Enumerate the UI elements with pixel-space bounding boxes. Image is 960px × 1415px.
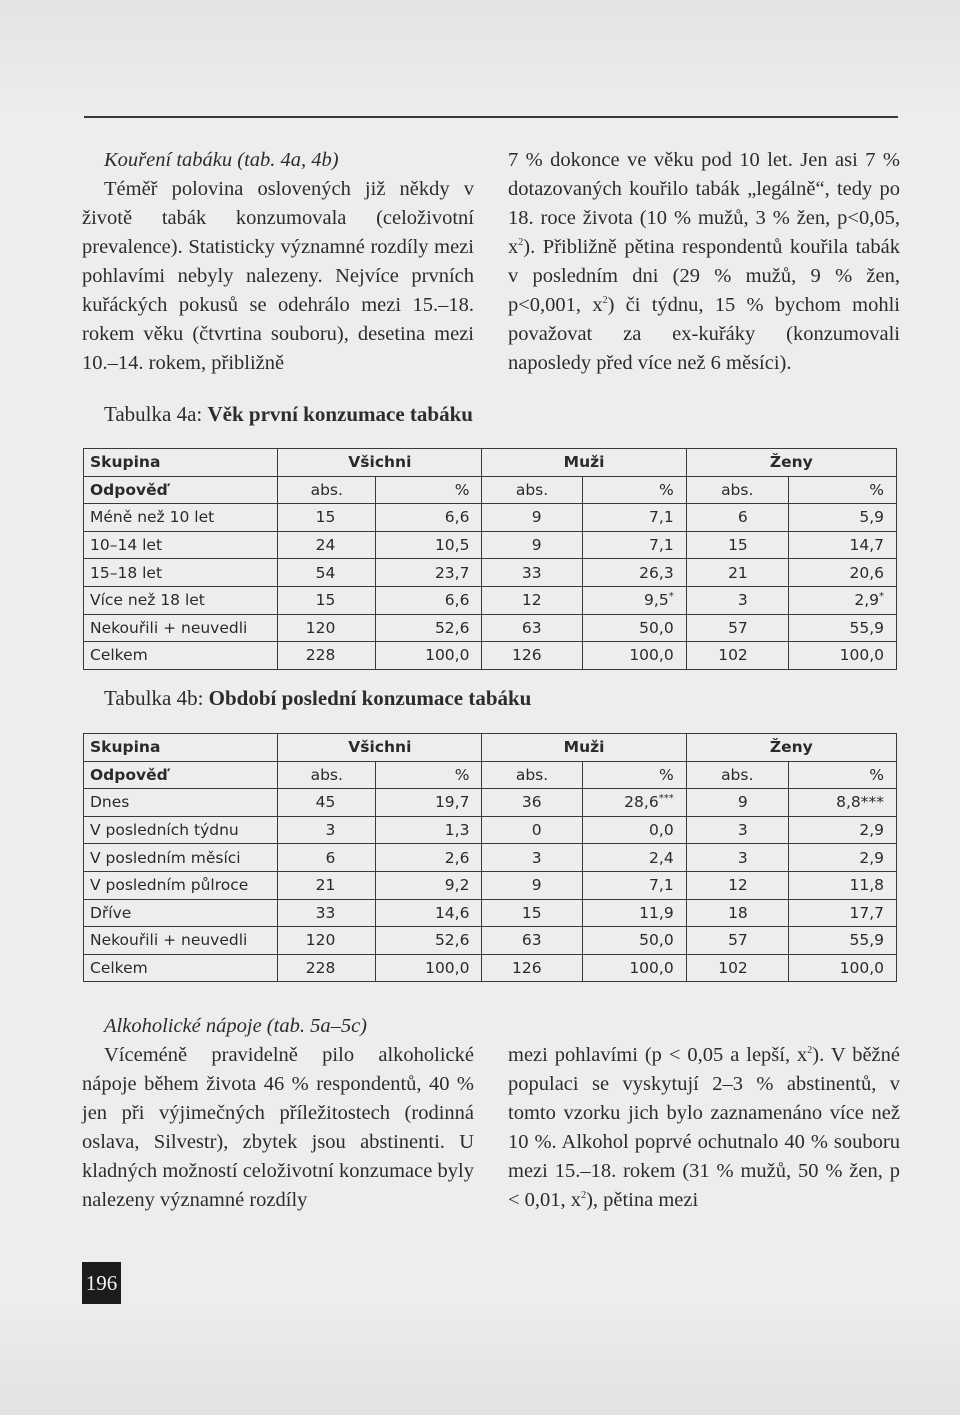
men-pct-cell [582,816,686,844]
table-a-abs-header: abs. [278,476,376,504]
row-label-value: Více než 18 let [90,591,205,610]
row-label [84,844,278,872]
all-abs-cell [278,871,376,899]
all-pct-cell-value: 52,6 [434,618,470,637]
table-row [84,559,897,587]
table-b-pct-header: % [788,761,896,789]
row-label [84,642,278,670]
men-pct-cell-value: 28,6 [624,793,659,812]
men-pct-cell [582,789,686,817]
table-row [84,504,897,532]
women-abs-cell [686,871,788,899]
all-abs-cell-value: 15 [315,508,336,527]
table-b-group-all: Všichni [278,734,482,762]
table-row [84,642,897,670]
all-pct-cell-value: 9,2 [444,876,470,895]
all-abs-cell [278,789,376,817]
women-abs-cell [686,531,788,559]
men-abs-cell-value: 0 [531,821,542,840]
all-abs-cell [278,642,376,670]
women-abs-cell-value: 102 [718,646,748,665]
men-pct-cell-value: 50,0 [639,618,674,637]
women-abs-cell [686,559,788,587]
women-pct-cell [788,531,896,559]
women-abs-cell-value: 57 [728,618,748,637]
table-row [84,531,897,559]
table-a-group-label: Skupina [84,449,278,477]
men-pct-cell-value: 100,0 [629,959,674,978]
table-b-pct-header: % [376,761,482,789]
significance-mark: *** [658,793,674,805]
women-pct-cell-value: 55,9 [849,931,884,950]
women-abs-cell-value: 18 [728,903,748,922]
all-abs-cell [278,559,376,587]
table-b-pct-header: % [582,761,686,789]
women-pct-cell [788,559,896,587]
all-pct-cell [376,531,482,559]
men-pct-cell [582,531,686,559]
row-label [84,531,278,559]
section1-left-text: Téměř polovina oslovených již někdy v životě tabák konzumovala (celoživotní prevalence). Statisticky významné rozdíly mezi pohlavími nebyly nalezeny. Nejvíce prvních kuřáckých pokusů se odehrálo mezi 15.–18. rokem věku (čtvrtina souboru), desetina mezi 10.–14. rokem, přibližně [82,178,474,374]
women-pct-cell [788,642,896,670]
men-abs-cell-value: 12 [521,591,542,610]
men-pct-cell-value: 2,4 [649,848,674,867]
table-a-pct-header: % [582,476,686,504]
men-pct-cell [582,871,686,899]
all-pct-cell-value: 52,6 [434,931,470,950]
men-abs-cell-value: 126 [511,959,542,978]
women-pct-cell-value: 100,0 [839,646,884,665]
women-abs-cell [686,789,788,817]
row-label-value: V posledním půlroce [90,876,249,895]
all-abs-cell [278,844,376,872]
table-b-caption-prefix: Tabulka 4b: [104,686,209,710]
all-abs-cell-value: 228 [305,959,336,978]
all-pct-cell [376,642,482,670]
women-abs-cell-value: 12 [728,876,748,895]
significance-mark: * [879,591,884,603]
all-abs-cell-value: 21 [315,876,336,895]
women-pct-cell [788,871,896,899]
men-abs-cell [482,586,582,614]
table-a-caption-title: Věk první konzumace tabáku [207,402,473,426]
all-abs-cell-value: 33 [315,903,336,922]
all-abs-cell-value: 24 [315,536,336,555]
table-row [84,844,897,872]
all-pct-cell [376,504,482,532]
men-abs-cell [482,927,582,955]
section2-right-text-c: ), pětina mezi [586,1189,699,1211]
men-pct-cell-value: 50,0 [639,931,674,950]
section2-left-text: Víceméně pravidelně pilo alkoholické nápoje během života 46 % respondentů, 40 % jen při výjimečných příležitostech (rodinná oslava, Silvestr), zbytek jsou abstinenti. U kladných možností celoživotní konzumace byly nalezeny významné rozdíly [82,1044,474,1211]
chi-square-sup: 2 [602,295,608,307]
row-label [84,816,278,844]
row-label [84,614,278,642]
all-pct-cell-value: 100,0 [425,646,470,665]
women-pct-cell-value: 17,7 [849,903,884,922]
all-abs-cell [278,586,376,614]
women-pct-cell [788,789,896,817]
table-row [84,954,897,982]
row-label-value: V posledním měsíci [90,848,241,867]
table-a-caption [104,402,473,427]
row-label-value: Nekouřili + neuvedli [90,931,248,950]
row-label [84,789,278,817]
men-pct-cell [582,504,686,532]
men-abs-cell-value: 9 [531,536,542,555]
row-label-value: Méně než 10 let [90,508,215,527]
section1-right-text-c: ) či týdnu, 15 % bychom mohli považovat za ex-kuřáky (konzumovali naposledy před více než 6 měsíci). [508,294,901,374]
men-abs-cell-value: 3 [531,848,542,867]
table-a-subheader-row [84,476,897,504]
all-abs-cell-value: 15 [315,591,336,610]
men-abs-cell [482,504,582,532]
women-pct-cell-value: 55,9 [849,618,884,637]
all-pct-cell-value: 2,6 [444,848,470,867]
men-abs-cell-value: 15 [521,903,542,922]
table-b-abs-header: abs. [686,761,788,789]
women-abs-cell [686,927,788,955]
men-pct-cell-value: 100,0 [629,646,674,665]
row-label-value: Dříve [90,903,132,922]
men-pct-cell-value: 11,9 [639,903,674,922]
women-pct-cell-value: 11,8 [849,876,884,895]
table-b-caption-title: Období poslední konzumace tabáku [208,686,532,710]
men-pct-cell [582,954,686,982]
all-abs-cell [278,927,376,955]
women-pct-cell-value: 2,9 [859,848,884,867]
section2-right-column [508,1041,900,1215]
women-abs-cell-value: 6 [737,508,748,527]
section2-right-text-a: mezi pohlavími (p < 0,05 a lepší, x [508,1044,808,1066]
men-pct-cell-value: 26,3 [639,563,674,582]
table-a-caption-prefix: Tabulka 4a: [104,402,208,426]
all-pct-cell [376,899,482,927]
row-label-value: Nekouřili + neuvedli [90,618,248,637]
all-pct-cell-value: 23,7 [434,563,470,582]
table-a-pct-header: % [788,476,896,504]
table-row [84,789,897,817]
all-pct-cell [376,871,482,899]
women-pct-cell [788,927,896,955]
all-pct-cell [376,816,482,844]
page-number: 196 [82,1262,121,1304]
table-b-abs-header: abs. [482,761,582,789]
women-pct-cell [788,899,896,927]
men-abs-cell [482,789,582,817]
table-a-group-row [84,449,897,477]
table-a-abs-header: abs. [686,476,788,504]
table-a-group-men: Muži [482,449,686,477]
men-abs-cell-value: 36 [521,793,542,812]
table-b-subheader-row [84,761,897,789]
men-abs-cell-value: 9 [531,508,542,527]
women-pct-cell-value: 2,9 [859,821,884,840]
men-pct-cell [582,614,686,642]
all-abs-cell-value: 120 [305,618,336,637]
row-label-value: Celkem [90,646,148,665]
women-abs-cell [686,899,788,927]
women-pct-cell [788,504,896,532]
significance-mark: * [668,591,674,603]
men-abs-cell [482,559,582,587]
row-label-value: 10–14 let [90,536,163,555]
table-row [84,586,897,614]
chi-square-sup: 2 [518,237,524,249]
women-pct-cell-value: 8,8*** [836,793,884,812]
section2-left-column [82,1012,474,1215]
all-abs-cell [278,614,376,642]
women-abs-cell [686,614,788,642]
women-abs-cell-value: 57 [728,931,748,950]
men-abs-cell-value: 63 [521,618,542,637]
table-b-group-women: Ženy [686,734,896,762]
men-abs-cell [482,954,582,982]
all-pct-cell-value: 6,6 [444,508,470,527]
men-abs-cell [482,531,582,559]
women-abs-cell [686,504,788,532]
women-abs-cell-value: 21 [728,563,748,582]
women-pct-cell-value: 20,6 [849,563,884,582]
men-abs-cell-value: 63 [521,931,542,950]
women-pct-cell [788,844,896,872]
all-pct-cell [376,844,482,872]
women-abs-cell-value: 102 [718,959,748,978]
men-pct-cell-value: 7,1 [649,508,674,527]
all-abs-cell [278,531,376,559]
section2-title: Alkoholické nápoje (tab. 5a–5c) [104,1015,367,1037]
women-abs-cell [686,844,788,872]
men-pct-cell [582,844,686,872]
women-abs-cell [686,642,788,670]
men-pct-cell [582,899,686,927]
men-pct-cell [582,642,686,670]
header-rule [84,116,898,118]
all-abs-cell-value: 6 [325,848,336,867]
section1-title: Kouření tabáku (tab. 4a, 4b) [104,149,339,171]
table-b-answer-label: Odpověď [84,761,278,789]
all-pct-cell-value: 14,6 [434,903,470,922]
women-pct-cell [788,586,896,614]
all-pct-cell [376,586,482,614]
all-abs-cell-value: 228 [305,646,336,665]
table-row [84,927,897,955]
men-abs-cell [482,614,582,642]
all-pct-cell [376,954,482,982]
section1-right-column [508,146,900,378]
all-pct-cell [376,927,482,955]
table-a-group-all: Všichni [278,449,482,477]
row-label [84,586,278,614]
all-pct-cell-value: 100,0 [425,959,470,978]
all-pct-cell [376,614,482,642]
table-b-group-label: Skupina [84,734,278,762]
row-label [84,504,278,532]
all-abs-cell-value: 3 [325,821,336,840]
men-abs-cell [482,844,582,872]
women-abs-cell [686,954,788,982]
all-abs-cell [278,899,376,927]
row-label-value: Dnes [90,793,130,812]
table-a-pct-header: % [376,476,482,504]
table-b-group-row [84,734,897,762]
women-abs-cell-value: 3 [737,591,748,610]
row-label-value: Celkem [90,959,148,978]
women-abs-cell-value: 9 [737,793,748,812]
women-pct-cell [788,614,896,642]
row-label [84,559,278,587]
all-abs-cell-value: 45 [315,793,336,812]
all-pct-cell [376,559,482,587]
chi-square-sup: 2 [581,1190,587,1202]
women-abs-cell-value: 3 [737,848,748,867]
row-label-value: V posledních týdnu [90,821,239,840]
men-abs-cell-value: 9 [531,876,542,895]
table-row [84,816,897,844]
table-a-group-women: Ženy [686,449,896,477]
all-pct-cell [376,789,482,817]
section1-right-text-a: 7 % dokonce ve věku pod 10 let. Jen asi 7 % dotazovaných kouřilo tabák „legálně“, tedy po 18. roce života (10 % mužů, 3 % žen, p<0,05, x [508,149,900,258]
men-pct-cell [582,586,686,614]
table-b-caption [104,686,531,711]
men-pct-cell-value: 0,0 [649,821,674,840]
all-pct-cell-value: 19,7 [434,793,470,812]
women-abs-cell-value: 3 [737,821,748,840]
women-pct-cell-value: 14,7 [849,536,884,555]
row-label [84,899,278,927]
men-pct-cell-value: 7,1 [649,536,674,555]
all-abs-cell-value: 120 [305,931,336,950]
row-label-value: 15–18 let [90,563,163,582]
all-pct-cell-value: 6,6 [444,591,470,610]
women-abs-cell [686,816,788,844]
section2-right-text-b: ). V běžné populaci se vyskytují 2–3 % abstinentů, v tomto vzorku jich bylo zaznamenáno více než 10 %. Alkohol poprvé ochutnalo 40 % souboru mezi 15.–18. rokem (31 % mužů, 50 % žen, p < 0,01, x [508,1044,900,1211]
table-row [84,614,897,642]
men-abs-cell [482,899,582,927]
men-abs-cell [482,642,582,670]
section1-right-text-b: ). Přibližně pětina respondentů kouřila tabák v posledním dni (29 % mužů, 9 % žen, p<0,001, x [508,236,900,316]
all-abs-cell [278,954,376,982]
chi-square-sup: 2 [807,1045,813,1057]
row-label [84,927,278,955]
men-abs-cell [482,816,582,844]
row-label [84,954,278,982]
all-pct-cell-value: 1,3 [444,821,470,840]
all-pct-cell-value: 10,5 [434,536,470,555]
table-b-abs-header: abs. [278,761,376,789]
section1-left-column [82,146,474,378]
women-pct-cell-value: 5,9 [859,508,884,527]
all-abs-cell [278,816,376,844]
table-a-answer-label: Odpověď [84,476,278,504]
women-pct-cell-value: 100,0 [839,959,884,978]
table-b [83,733,897,982]
men-abs-cell-value: 33 [521,563,542,582]
women-pct-cell [788,816,896,844]
row-label [84,871,278,899]
women-abs-cell-value: 15 [728,536,748,555]
men-abs-cell [482,871,582,899]
men-pct-cell [582,559,686,587]
table-row [84,899,897,927]
women-abs-cell [686,586,788,614]
table-row [84,871,897,899]
table-a [83,448,897,670]
women-pct-cell [788,954,896,982]
table-b-group-men: Muži [482,734,686,762]
men-pct-cell-value: 9,5 [644,591,669,610]
all-abs-cell [278,504,376,532]
men-pct-cell-value: 7,1 [649,876,674,895]
men-pct-cell [582,927,686,955]
all-abs-cell-value: 54 [315,563,336,582]
table-a-abs-header: abs. [482,476,582,504]
women-pct-cell-value: 2,9 [854,591,879,610]
men-abs-cell-value: 126 [511,646,542,665]
